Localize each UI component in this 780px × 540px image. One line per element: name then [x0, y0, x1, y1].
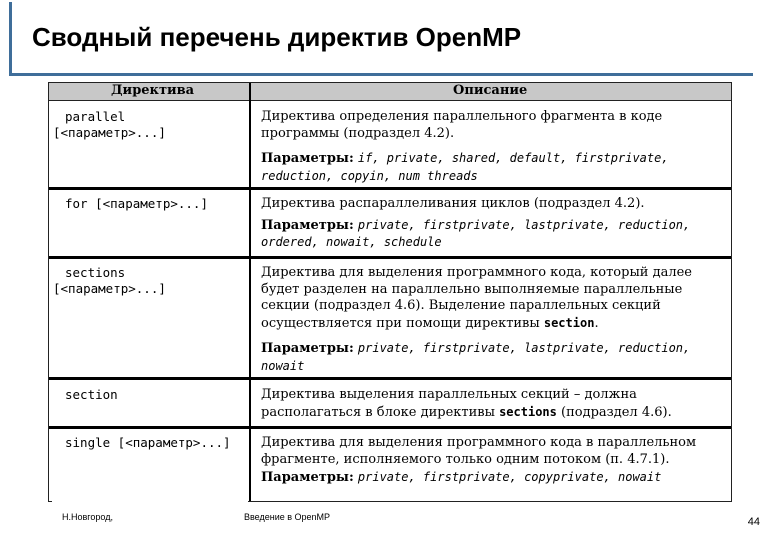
- header-description: Описание: [453, 83, 528, 98]
- row-separator: [49, 256, 731, 259]
- image-crop-mask: [52, 468, 248, 504]
- row-separator: [49, 187, 731, 190]
- params-list: private, firstprivate, lastprivate, reduction, ordered, nowait, schedule: [261, 217, 691, 249]
- directive-name: single [<параметр>...]: [65, 435, 231, 450]
- description-text: .: [594, 315, 599, 331]
- description-text: Директива выделения параллельных секций – должна располагаться в блоке директивы: [261, 387, 637, 420]
- directive-parameters: [261, 150, 721, 185]
- params-list: if, private, shared, default, firstprivate, reduction, copyin, num threads: [261, 151, 669, 183]
- description-code: section: [543, 315, 595, 330]
- title-accent-vertical-line: [9, 2, 12, 76]
- directive-name: section: [65, 387, 118, 402]
- table-header-row: [49, 83, 731, 101]
- directive-params: [<параметр>...]: [53, 281, 166, 296]
- params-list: private, firstprivate, copyprivate, nowait: [357, 470, 662, 484]
- header-directive: Директива: [111, 83, 195, 98]
- directive-description: Директива для выделения программного кода в параллельном фрагменте, исполняемого только одним потоком (п. 4.7.1).: [261, 435, 697, 467]
- footer-location: Н.Новгород,: [62, 512, 113, 522]
- params-label: Параметры:: [261, 470, 354, 485]
- row-separator: [49, 377, 731, 380]
- directive-name: for [<параметр>...]: [65, 196, 208, 211]
- description-text: Директива для выделения программного кода, который далее будет разделен на параллельно выполняемые параллельные секции (подраздел 4.6). Выделение параллельных секций осуществляется при помощи директивы: [261, 265, 692, 331]
- footer-course: Введение в OpenMP: [244, 512, 331, 522]
- params-list: private, firstprivate, lastprivate, reduction, nowait: [261, 341, 691, 373]
- directive-description: [261, 265, 721, 332]
- params-label: Параметры:: [261, 151, 354, 166]
- directive-params: [<параметр>...]: [53, 125, 166, 140]
- title-accent-horizontal-line: [9, 73, 753, 76]
- directive-parameters: [261, 217, 721, 252]
- row-separator: [49, 426, 731, 429]
- directive-name: sections: [65, 265, 126, 280]
- slide-title: Сводный перечень директив OpenMP: [32, 22, 522, 52]
- params-label: Параметры:: [261, 341, 354, 356]
- directives-table: [48, 82, 732, 502]
- params-label: Параметры:: [261, 217, 354, 233]
- directive-description: Директива определения параллельного фрагмента в коде программы (подраздел 4.2).: [261, 109, 663, 141]
- page-number: 44: [747, 516, 760, 528]
- directive-description: [261, 387, 721, 421]
- directive-parameters: [261, 340, 721, 375]
- description-text: (подраздел 4.6).: [556, 404, 672, 420]
- directive-description: Директива распараллеливания циклов (подраздел 4.2).: [261, 196, 645, 211]
- directive-parameters: [261, 469, 721, 487]
- description-code: sections: [499, 404, 557, 419]
- directive-name: parallel: [65, 109, 126, 124]
